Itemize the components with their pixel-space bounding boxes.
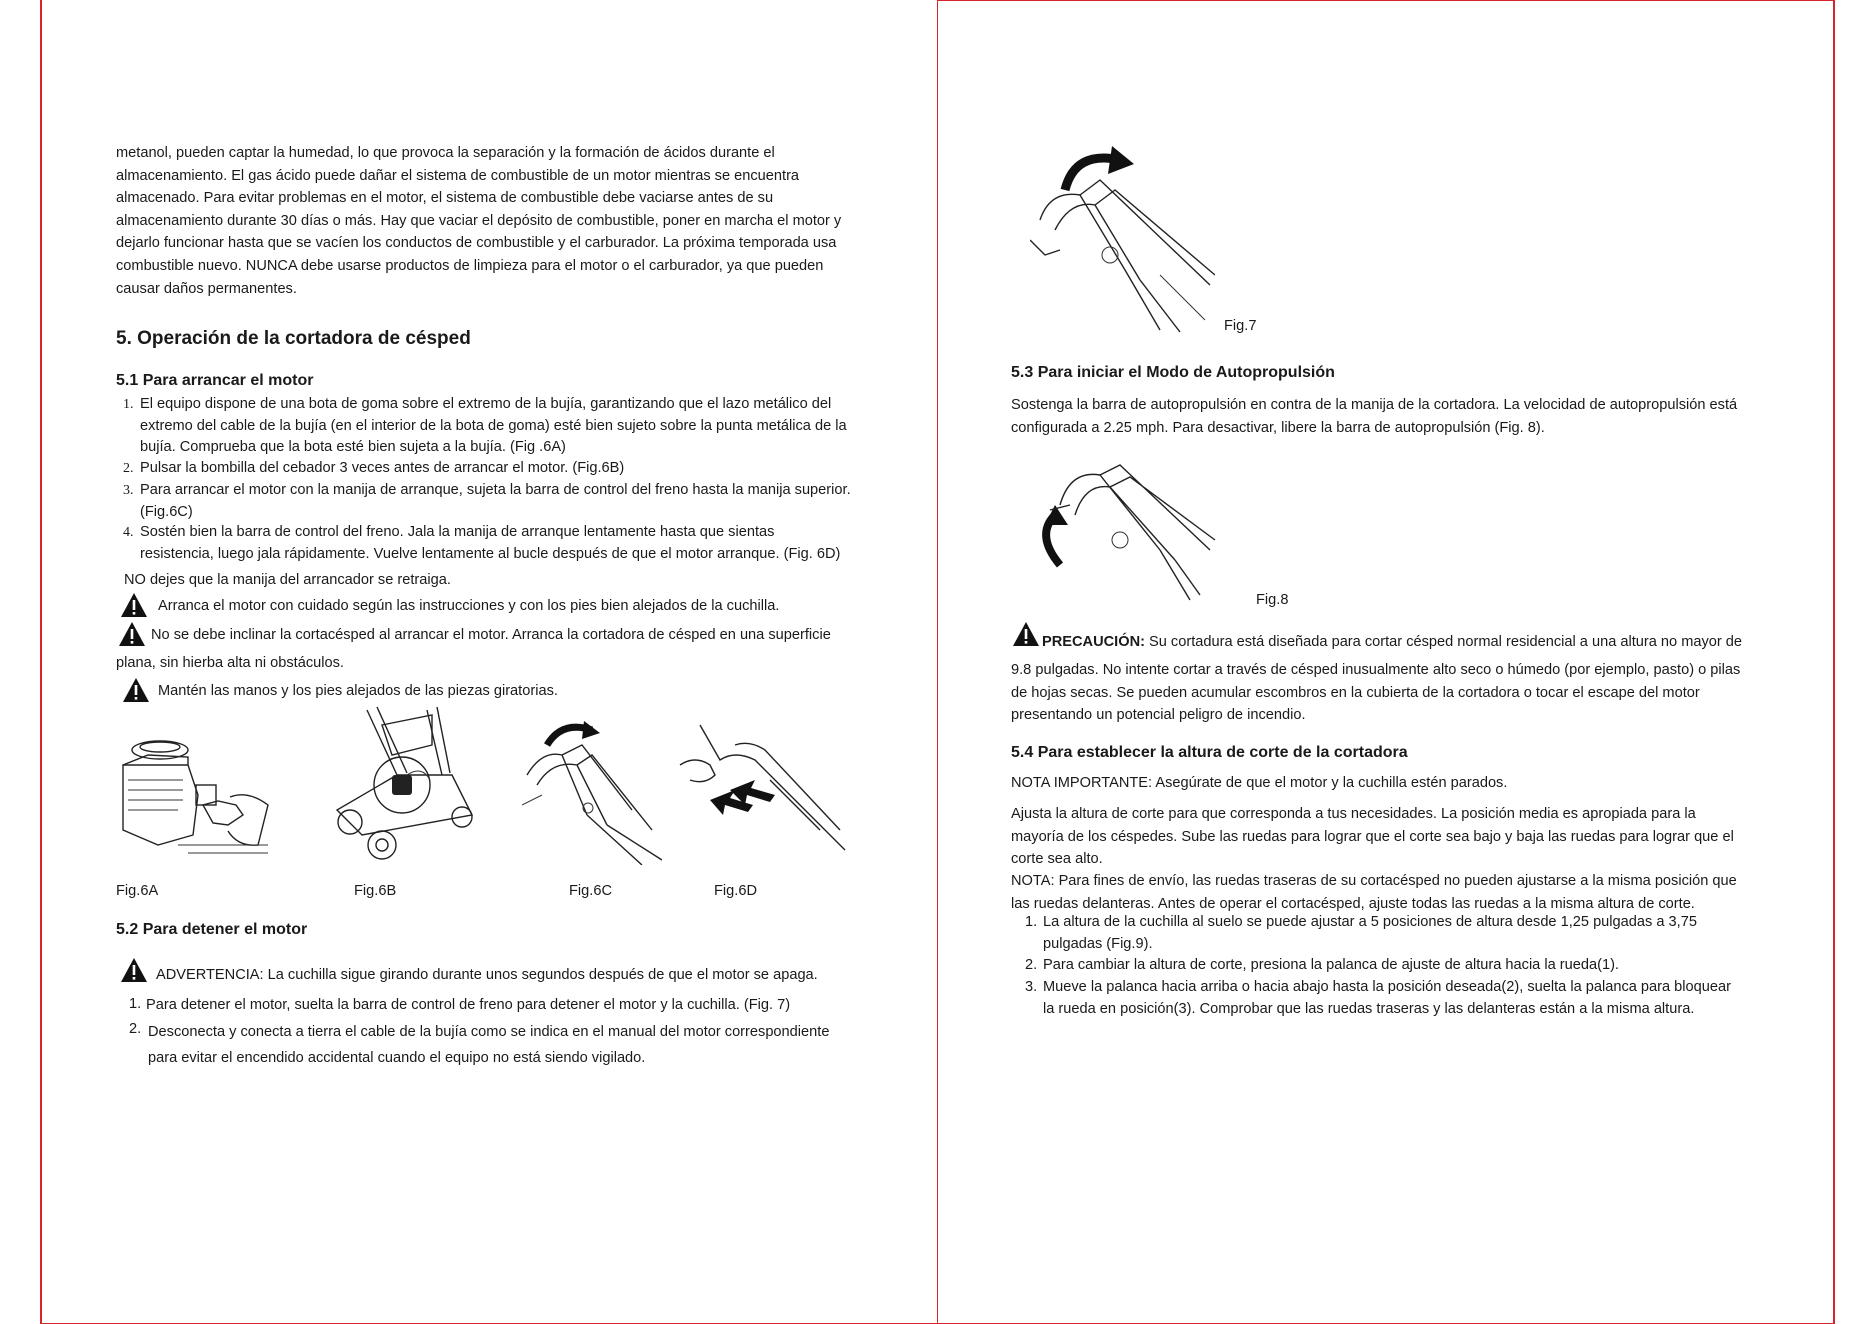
list-number: 1. [129, 996, 142, 1012]
text-line: NOTA: Para fines de envío, las ruedas traseras de su cortacésped no pueden ajustarse a la misma posición que [1011, 873, 1737, 889]
figure-7-handle-illustration [1030, 140, 1215, 335]
figure-caption: Fig.6C [569, 883, 612, 899]
figure-6c-brake-bar-illustration [522, 715, 662, 865]
figure-caption: Fig.8 [1256, 592, 1289, 608]
text-line: bujía. Comprueba que la bota esté bien sujeta a la bujía. (Fig .6A) [140, 439, 566, 456]
text-line: Para arrancar el motor con la manija de arranque, sujeta la barra de control del freno hasta la manija superior. [140, 482, 851, 498]
figure-8-self-propel-illustration [1020, 455, 1220, 605]
text-line: Pulsar la bombilla del cebador 3 veces antes de arrancar el motor. (Fig.6B) [140, 460, 625, 476]
text-line: mayoría de los céspedes. Sube las ruedas para lograr que el corte sea bajo y baja las ruedas para lograr que el [1011, 828, 1734, 845]
text-line: presentando un potencial peligro de incendio. [1011, 707, 1306, 724]
text-line: combustible nuevo. NUNCA debe usarse productos de limpieza para el motor o el carburador, ya que pueden [116, 257, 824, 274]
text-line: metanol, pueden captar la humedad, lo que provoca la separación y la formación de ácidos durante el [116, 145, 775, 161]
text-line: La altura de la cuchilla al suelo se puede ajustar a 5 posiciones de altura desde 1,25 pulgadas a 3,75 [1043, 914, 1697, 930]
text-line: las ruedas delanteras. Antes de operar el cortacésped, ajuste todas las ruedas a la misma altura de corte. [1011, 895, 1695, 912]
figure-6a-spark-plug-illustration [118, 735, 278, 860]
text-line: de hojas secas. Se pueden acumular escombros en la cubierta de la cortadora o tocar el escape del motor [1011, 684, 1700, 701]
section-5-2-title: 5.2 Para detener el motor [116, 921, 308, 938]
warning-text: No se debe inclinar la cortacésped al arrancar el motor. Arranca la cortadora de césped en una superficie [151, 627, 831, 643]
adjust-paragraph [1011, 803, 1755, 871]
list-number: 4. [123, 525, 134, 540]
list-number: 2. [1025, 957, 1038, 973]
text-line: almacenamiento. El gas ácido puede dañar el sistema de combustible de un motor mientras se encuentra [116, 167, 800, 184]
caution-label: PRECAUCIÓN: [1042, 634, 1145, 650]
figure-6d-pull-start-illustration [675, 720, 850, 865]
text-line: Ajusta la altura de corte para que corresponda a tus necesidades. La posición media es apropiada para la [1011, 806, 1696, 822]
text-line: Sostenga la barra de autopropulsión en contra de la manija de la cortadora. La velocidad de autopropulsión está [1011, 397, 1738, 413]
list-item [148, 1019, 859, 1071]
list-item [1043, 955, 1755, 977]
figure-caption: Fig.6A [116, 883, 159, 899]
intro-paragraph [116, 142, 859, 300]
caution-paragraph [1011, 659, 1755, 727]
figure-caption: Fig.7 [1224, 318, 1257, 334]
text-line: para evitar el encendido accidental cuando el equipo no está siendo vigilado. [148, 1050, 646, 1066]
starter-note: NO dejes que la manija del arrancador se retraiga. [124, 572, 451, 588]
self-propel-paragraph [1011, 394, 1755, 439]
advertencia-text: ADVERTENCIA: La cuchilla sigue girando durante unos segundos después de que el motor se apaga. [156, 967, 818, 983]
list-item [140, 522, 859, 565]
text-line: configurada a 2.25 mph. Para desactivar, libere la barra de autopropulsión (Fig. 8). [1011, 419, 1545, 436]
section-5-title: 5. Operación de la cortadora de césped [116, 328, 471, 349]
text-line: dejarlo funcionar hasta que se vacíen los conductos de combustible y el carburador. La próxima temporada usa [116, 235, 837, 252]
text-line: Para cambiar la altura de corte, presiona la palanca de ajuste de altura hacia la rueda(1). [1043, 957, 1619, 973]
text-line: 9.8 pulgadas. No intente cortar a través de césped inusualmente alto seco o húmedo (por ejemplo, pasto) o pilas [1011, 662, 1741, 678]
text-line: El equipo dispone de una bota de goma sobre el extremo de la bujía, garantizando que el lazo metálico del [140, 396, 832, 412]
warning-icon [1012, 621, 1040, 647]
caution-text: Su cortadura está diseñada para cortar césped normal residencial a una altura no mayor de [1149, 634, 1743, 650]
list-item [1043, 912, 1755, 955]
text-line: Mueve la palanca hacia arriba o hacia abajo hasta la posición deseada(2), suelta la palanca para bloquear [1043, 979, 1731, 995]
figure-6b-primer-bulb-illustration [322, 705, 482, 865]
list-item [140, 480, 868, 523]
list-item: Para detener el motor, suelta la barra de control de freno para detener el motor y la cuchilla. (Fig. 7) [146, 997, 791, 1013]
warning-icon [122, 677, 150, 703]
figure-caption: Fig.6D [714, 883, 757, 899]
list-number: 1. [123, 397, 134, 412]
list-item [1043, 977, 1755, 1020]
list-number: 3. [1025, 979, 1038, 995]
text-line: (Fig.6C) [140, 503, 193, 520]
section-5-3-title: 5.3 Para iniciar el Modo de Autopropulsión [1011, 364, 1335, 381]
text-line: Desconecta y conecta a tierra el cable de la bujía como se indica en el manual del motor correspondiente [148, 1024, 830, 1040]
warning-text-cont: plana, sin hierba alta ni obstáculos. [116, 655, 344, 671]
caution-line [1042, 631, 1755, 654]
text-line: pulgadas (Fig.9). [1043, 935, 1153, 952]
list-number: 2. [129, 1021, 142, 1037]
list-item [140, 458, 859, 480]
warning-text: Mantén las manos y los pies alejados de las piezas giratorias. [158, 683, 558, 699]
warning-text: Arranca el motor con cuidado según las instrucciones y con los pies bien alejados de la cuchilla. [158, 598, 780, 614]
text-line: almacenamiento durante 30 días o más. Hay que vaciar el depósito de combustible, poner en marcha el motor y [116, 212, 842, 229]
text-line: corte sea alto. [1011, 851, 1103, 868]
text-line: almacenado. Para evitar problemas en el motor, el sistema de combustible debe vaciarse antes de su [116, 190, 774, 207]
list-number: 2. [123, 461, 134, 476]
list-number: 1. [1025, 914, 1038, 930]
warning-icon [120, 957, 148, 983]
text-line: causar daños permanentes. [116, 280, 297, 297]
text-line: Sostén bien la barra de control del freno. Jala la manija de arranque lentamente hasta que sientas [140, 524, 775, 540]
list-item [140, 394, 859, 459]
text-line: extremo del cable de la bujía (en el interior de la bota de goma) esté bien sujeto sobre la punta metálica de la [140, 417, 847, 434]
figure-caption: Fig.6B [354, 883, 397, 899]
section-5-1-title: 5.1 Para arrancar el motor [116, 372, 314, 389]
text-line: resistencia, luego jala rápidamente. Vuelve lentamente al bucle después de que el motor arranque. (Fig. 6D) [140, 545, 841, 562]
list-number: 3. [123, 483, 134, 498]
nota-paragraph [1011, 870, 1755, 915]
important-note: NOTA IMPORTANTE: Asegúrate de que el motor y la cuchilla estén parados. [1011, 775, 1508, 791]
warning-icon [120, 592, 148, 618]
section-5-4-title: 5.4 Para establecer la altura de corte de la cortadora [1011, 744, 1408, 761]
text-line: la rueda en posición(3). Comprobar que las ruedas traseras y las delanteras están a la misma altura. [1043, 1000, 1695, 1017]
warning-icon [118, 621, 146, 647]
